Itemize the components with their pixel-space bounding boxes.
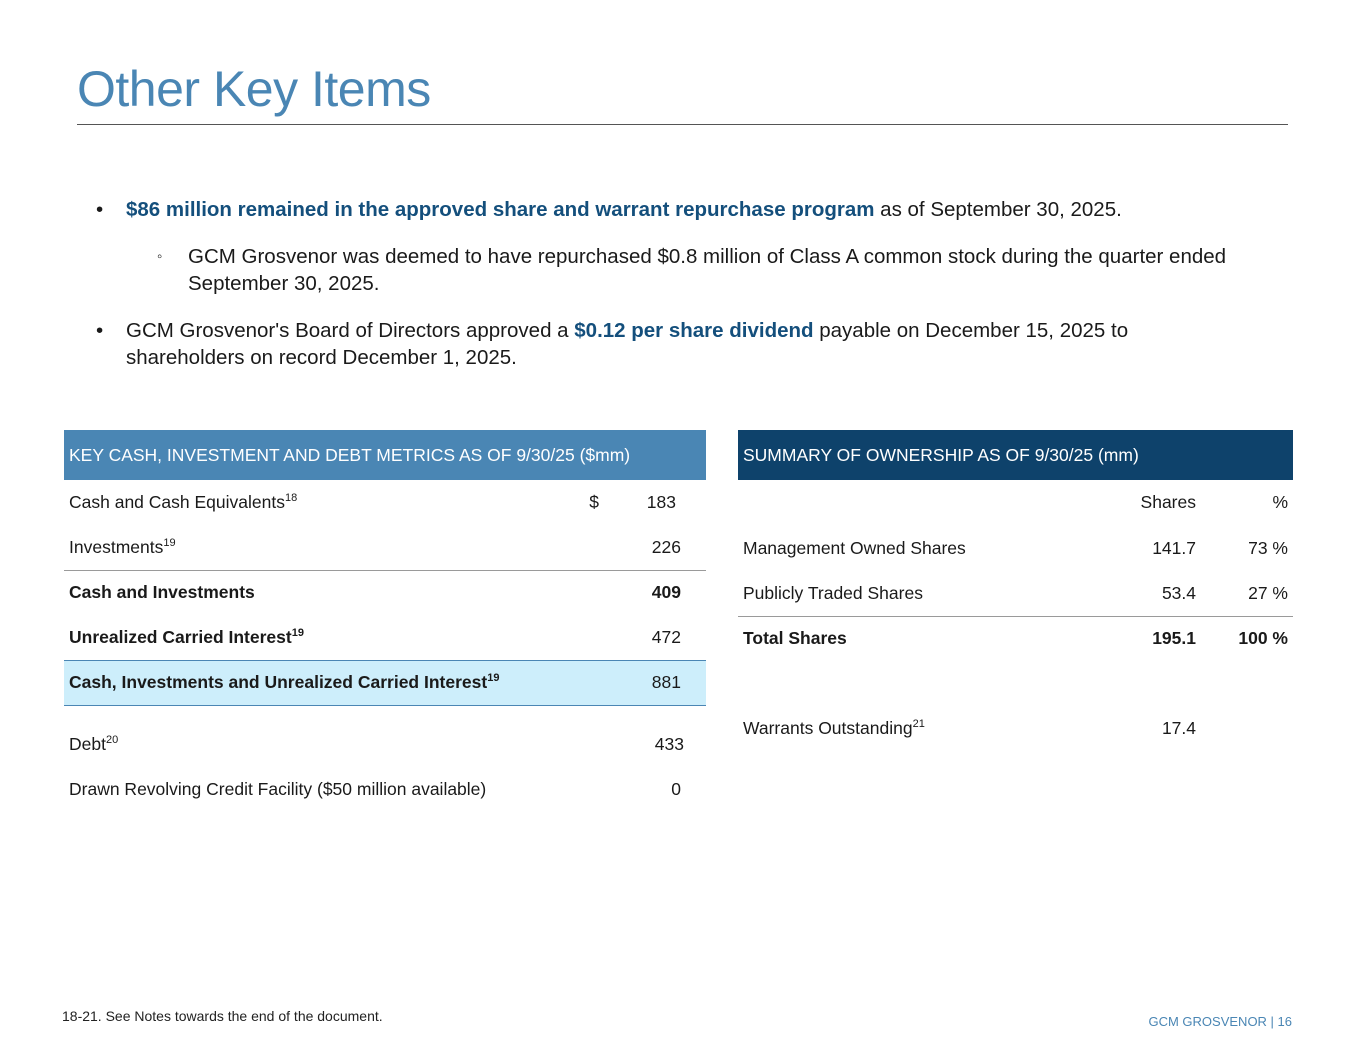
table-row [738,706,1293,751]
table-row [64,570,706,615]
sub-bullet-repurchased: GCM Grosvenor was deemed to have repurchased $0.8 million of Class A common stock during the quarter ended September 30, 2025. [188,245,1227,295]
bullet-text: GCM Grosvenor's Board of Directors approved a [126,319,575,342]
highlight-text: $86 million remained in the approved share and warrant repurchase program [126,198,875,221]
row-shares: 17.4 [1161,718,1196,738]
bullet-text: as of September 30, 2025. [874,198,1122,221]
table-header [738,430,1293,480]
row-label: Cash, Investments and Unrealized Carried Interest$^{19}$ [64,660,564,705]
sub-bullet-marker: ◦ [157,248,163,265]
row-shares: 53.4 [1161,582,1196,603]
table-row [64,615,706,660]
row-value: 0 [671,779,681,799]
row-value: 472 [651,626,681,647]
metrics-table-title: KEY CASH, INVESTMENT AND DEBT METRICS AS OF 9/30/25 ($mm) [64,430,706,480]
row-shares: 141.7 [1152,537,1196,558]
bullet-text: payable on December 15, 2025 to shareholders on record December 1, 2025. [126,319,1129,369]
ownership-table [738,430,1293,751]
row-value: 409 [604,570,706,615]
table-row [64,705,706,767]
bullet-marker: • [96,319,104,342]
title-divider [77,124,1288,125]
row-label: Total Shares [738,616,1123,661]
row-value: 183 [646,492,676,512]
table-row [64,767,706,812]
column-headers [738,480,1293,525]
row-currency [564,525,604,570]
row-label: Debt$^{20}$ [69,734,119,754]
table-row [64,480,706,525]
col-shares-header: Shares [1140,492,1196,512]
ownership-table-title: SUMMARY OF OWNERSHIP AS OF 9/30/25 (mm) [738,430,1293,480]
row-value: 433 [654,734,684,754]
page-footer: GCM GROSVENOR | 16 [1148,1014,1292,1029]
row-label: Drawn Revolving Credit Facility ($50 million available) [69,779,487,799]
row-label: Unrealized Carried Interest$^{19}$ [69,626,304,647]
highlight-text: $0.12 per share dividend [574,319,814,342]
table-row [64,525,706,570]
col-pct-header: % [1272,492,1288,512]
row-pct: 73 % [1248,537,1288,558]
row-currency: $ [589,492,599,512]
table-row [738,525,1293,571]
metrics-table [64,430,706,812]
table-row-highlighted [64,660,706,705]
row-label: Investments$^{19}$ [69,536,176,557]
row-shares: 195.1 [1123,616,1201,661]
table-header [64,430,706,480]
row-label: Cash and Investments [64,570,564,615]
row-value: 881 [604,660,706,705]
bullet-repurchase [126,196,1276,223]
page-title: Other Key Items [77,61,431,117]
row-label: Cash and Cash Equivalents$^{18}$ [69,492,298,512]
table-row [738,571,1293,616]
row-pct: 100 % [1201,616,1293,661]
row-value: 226 [651,536,681,557]
footnote: 18-21. See Notes towards the end of the document. [62,1008,383,1024]
row-label: Management Owned Shares [743,537,966,558]
spacer-row [738,661,1293,706]
row-pct: 27 % [1248,582,1288,603]
bullet-marker: • [96,198,104,221]
table-row-total [738,616,1293,661]
bullet-dividend [126,317,1226,371]
row-label: Publicly Traded Shares [743,582,923,603]
row-label: Warrants Outstanding$^{21}$ [743,718,925,738]
